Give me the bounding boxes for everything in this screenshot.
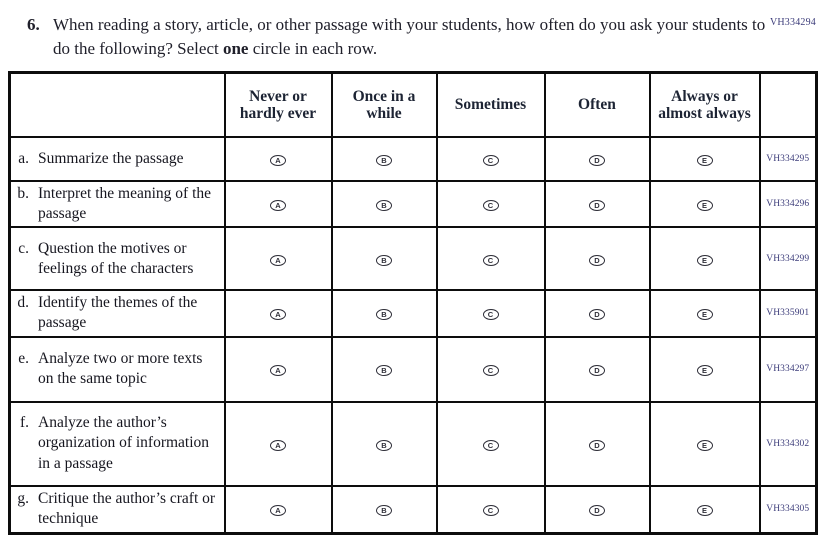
- answer-bubble-e[interactable]: E: [697, 440, 713, 451]
- cell-e-never: [225, 337, 332, 402]
- cell-b-always: [650, 181, 760, 227]
- answer-bubble-d[interactable]: D: [589, 155, 605, 166]
- answer-bubble-b[interactable]: B: [376, 155, 392, 166]
- answer-bubble-d[interactable]: D: [589, 255, 605, 266]
- cell-d-once: [332, 290, 437, 336]
- cell-b-once: [332, 181, 437, 227]
- header-always: Always or almost always: [650, 72, 760, 137]
- cell-a-often: [545, 137, 650, 181]
- cell-b-often: [545, 181, 650, 227]
- cell-a-never: [225, 137, 332, 181]
- cell-d-often: [545, 290, 650, 336]
- row-code: VH334296: [760, 181, 817, 227]
- row-label-f: [10, 402, 225, 486]
- question-block: [27, 13, 783, 62]
- answer-bubble-d[interactable]: D: [589, 309, 605, 320]
- row-label-e: [10, 337, 225, 402]
- cell-f-often: [545, 402, 650, 486]
- row-code: VH334295: [760, 137, 817, 181]
- row-label-g: [10, 486, 225, 534]
- form-code: VH334294: [769, 17, 816, 28]
- answer-bubble-c[interactable]: C: [483, 255, 499, 266]
- cell-d-never: [225, 290, 332, 336]
- question-text: [53, 13, 783, 62]
- table-row-b: [10, 181, 817, 227]
- row-label-a: [10, 137, 225, 181]
- row-letter: e.: [18, 349, 29, 367]
- row-code: VH334302: [760, 402, 817, 486]
- answer-bubble-c[interactable]: C: [483, 365, 499, 376]
- header-never: Never or hardly ever: [225, 72, 332, 137]
- cell-d-sometimes: [437, 290, 545, 336]
- cell-g-always: [650, 486, 760, 534]
- answer-bubble-c[interactable]: C: [483, 505, 499, 516]
- answer-bubble-a[interactable]: A: [270, 255, 286, 266]
- row-code: VH334297: [760, 337, 817, 402]
- row-label-text: Question the motives or feelings of the characters: [38, 239, 194, 277]
- answer-bubble-c[interactable]: C: [483, 155, 499, 166]
- header-blank: [10, 72, 225, 137]
- answer-bubble-b[interactable]: B: [376, 505, 392, 516]
- answer-bubble-a[interactable]: A: [270, 309, 286, 320]
- row-letter: b.: [17, 184, 29, 202]
- frequency-matrix-table: [8, 71, 818, 535]
- cell-g-often: [545, 486, 650, 534]
- header-once-in-a-while: Once in a while: [332, 72, 437, 137]
- answer-bubble-e[interactable]: E: [697, 365, 713, 376]
- answer-bubble-a[interactable]: A: [270, 365, 286, 376]
- row-label-b: [10, 181, 225, 227]
- answer-bubble-e[interactable]: E: [697, 255, 713, 266]
- table-row-c: [10, 227, 817, 290]
- row-label-text: Analyze the author’s organization of information in a passage: [38, 414, 210, 472]
- cell-e-sometimes: [437, 337, 545, 402]
- answer-bubble-d[interactable]: D: [589, 365, 605, 376]
- header-row: [10, 72, 817, 137]
- answer-bubble-b[interactable]: B: [376, 309, 392, 320]
- header-often: Often: [545, 72, 650, 137]
- cell-b-never: [225, 181, 332, 227]
- row-code: VH335901: [760, 290, 817, 336]
- row-letter: f.: [19, 414, 29, 432]
- question-text-part2: circle in each row.: [248, 39, 378, 59]
- cell-c-always: [650, 227, 760, 290]
- cell-a-once: [332, 137, 437, 181]
- cell-f-sometimes: [437, 402, 545, 486]
- row-label-text: Analyze two or more texts on the same topic: [38, 349, 203, 387]
- row-label-d: [10, 290, 225, 336]
- cell-e-once: [332, 337, 437, 402]
- question-bold-word: one: [222, 39, 249, 59]
- cell-c-sometimes: [437, 227, 545, 290]
- row-letter: g.: [17, 490, 29, 508]
- header-sometimes: Sometimes: [437, 72, 545, 137]
- row-label-text: Identify the themes of the passage: [38, 294, 198, 332]
- answer-bubble-d[interactable]: D: [589, 200, 605, 211]
- table-row-d: [10, 290, 817, 336]
- table-row-f: [10, 402, 817, 486]
- row-label-text: Summarize the passage: [38, 149, 184, 167]
- cell-g-never: [225, 486, 332, 534]
- question-text-part1: When reading a story, article, or other passage with your students, how often do you ask your students to do the following? Select: [53, 15, 766, 59]
- row-code: VH334299: [760, 227, 817, 290]
- header-code-blank: [760, 72, 817, 137]
- answer-bubble-e[interactable]: E: [697, 309, 713, 320]
- cell-a-always: [650, 137, 760, 181]
- answer-bubble-e[interactable]: E: [697, 155, 713, 166]
- answer-bubble-b[interactable]: B: [376, 255, 392, 266]
- answer-bubble-a[interactable]: A: [270, 200, 286, 211]
- row-letter: d.: [17, 294, 29, 312]
- answer-bubble-d[interactable]: D: [589, 440, 605, 451]
- row-code: VH334305: [760, 486, 817, 534]
- answer-bubble-b[interactable]: B: [376, 440, 392, 451]
- answer-bubble-c[interactable]: C: [483, 200, 499, 211]
- answer-bubble-c[interactable]: C: [483, 440, 499, 451]
- cell-f-once: [332, 402, 437, 486]
- answer-bubble-b[interactable]: B: [376, 200, 392, 211]
- answer-bubble-c[interactable]: C: [483, 309, 499, 320]
- answer-bubble-a[interactable]: A: [270, 440, 286, 451]
- cell-f-always: [650, 402, 760, 486]
- cell-c-often: [545, 227, 650, 290]
- cell-a-sometimes: [437, 137, 545, 181]
- row-label-text: Critique the author’s craft or technique: [38, 490, 216, 528]
- cell-e-often: [545, 337, 650, 402]
- table-row-e: [10, 337, 817, 402]
- answer-bubble-e[interactable]: E: [697, 505, 713, 516]
- cell-c-once: [332, 227, 437, 290]
- cell-b-sometimes: [437, 181, 545, 227]
- row-label-text: Interpret the meaning of the passage: [38, 184, 212, 223]
- answer-bubble-b[interactable]: B: [376, 365, 392, 376]
- cell-g-once: [332, 486, 437, 534]
- row-letter: a.: [18, 149, 29, 167]
- cell-e-always: [650, 337, 760, 402]
- cell-c-never: [225, 227, 332, 290]
- cell-d-always: [650, 290, 760, 336]
- answer-bubble-e[interactable]: E: [697, 200, 713, 211]
- answer-bubble-d[interactable]: D: [589, 505, 605, 516]
- table-row-g: [10, 486, 817, 534]
- cell-f-never: [225, 402, 332, 486]
- answer-bubble-a[interactable]: A: [270, 155, 286, 166]
- row-letter: c.: [18, 239, 29, 257]
- row-label-c: [10, 227, 225, 290]
- cell-g-sometimes: [437, 486, 545, 534]
- table-row-a: [10, 137, 817, 181]
- question-number: 6.: [27, 15, 40, 34]
- answer-bubble-a[interactable]: A: [270, 505, 286, 516]
